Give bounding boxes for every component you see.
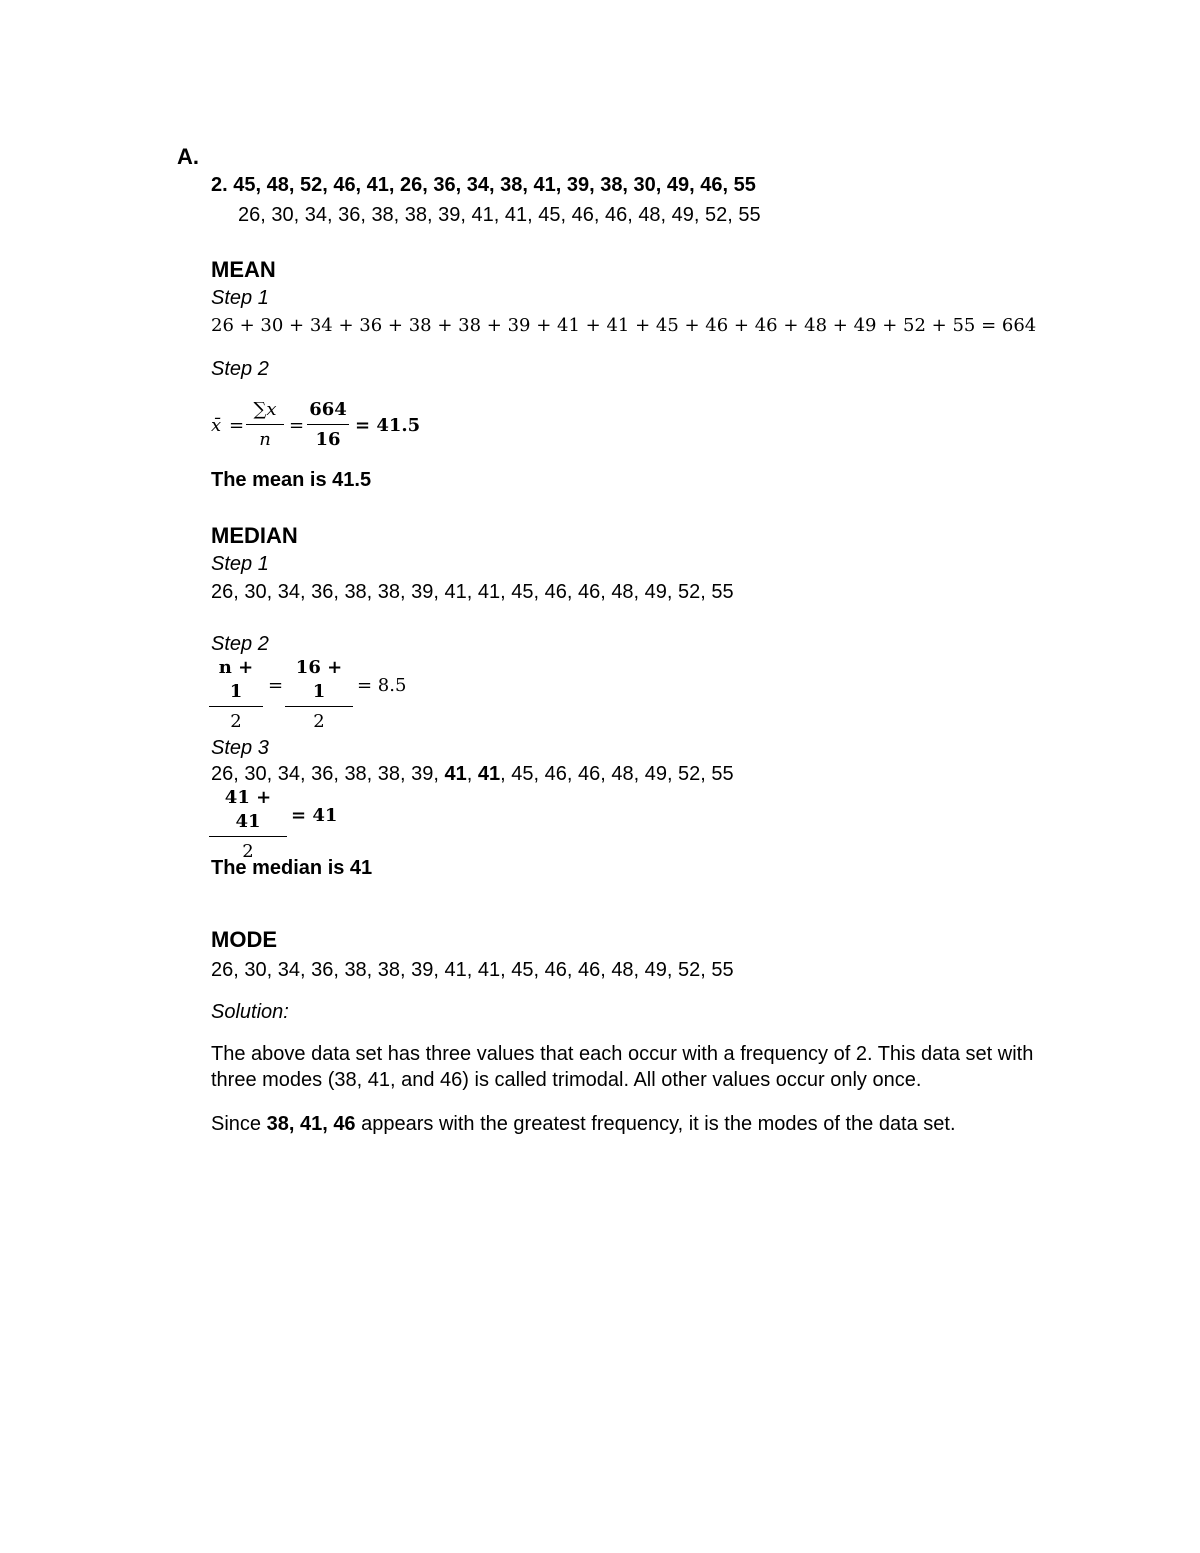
mean-fraction2-denominator: 16 <box>315 429 341 450</box>
median-average-result: = 41 <box>291 805 338 826</box>
mode-conclusion-prefix: Since <box>211 1113 267 1135</box>
mode-conclusion-suffix: appears with the greatest frequency, it is the modes of the data set. <box>355 1113 956 1135</box>
mode-solution-label: Solution: <box>211 1001 289 1023</box>
mean-step2-label: Step 2 <box>211 358 269 380</box>
median-fraction-denominator: 2 <box>230 711 242 732</box>
median-step3-data-before: 26, 30, 34, 36, 38, 38, 39, <box>211 763 445 785</box>
mean-result: = 41.5 <box>355 415 421 436</box>
section-label: A. <box>177 144 199 169</box>
median-step3-label: Step 3 <box>211 737 269 759</box>
mean-fraction-denominator: n <box>259 429 271 450</box>
fraction-bar <box>307 424 349 425</box>
median-step3-data-after: , 45, 46, 46, 48, 49, 52, 55 <box>500 763 734 785</box>
median-step1-data: 26, 30, 34, 36, 38, 38, 39, 41, 41, 45, 46, 46, 48, 49, 52, 55 <box>211 581 734 603</box>
median-average-numerator: 41 + 41 <box>224 787 272 832</box>
mean-heading: MEAN <box>211 257 276 282</box>
mean-fraction-values <box>307 398 349 452</box>
fraction-bar <box>209 836 287 837</box>
median-fraction2-numerator: 16 + 1 <box>295 657 343 702</box>
fraction-bar <box>285 706 353 707</box>
mean-xbar-symbol: x̄ <box>211 415 222 436</box>
mean-step1-label: Step 1 <box>211 287 269 309</box>
median-fraction-position <box>209 656 263 734</box>
mean-fraction2-numerator: 664 <box>309 399 347 420</box>
median-average-denominator: 2 <box>242 841 254 862</box>
mode-heading: MODE <box>211 927 277 952</box>
mean-sum-equation: 26 + 30 + 34 + 36 + 38 + 38 + 39 + 41 + 41 + 45 + 46 + 46 + 48 + 49 + 52 + 55 = 664 <box>211 315 1037 336</box>
median-middle-value-2: 41 <box>477 763 501 785</box>
mean-conclusion: The mean is 41.5 <box>211 469 372 491</box>
fraction-bar <box>209 706 263 707</box>
median-fraction-numerator: n + 1 <box>218 657 254 702</box>
mode-explanation: The above data set has three values that each occur with a frequency of 2. This data set with three modes (38, 41, and 46) is called trimodal. All other values occur only once. <box>211 1043 1034 1091</box>
median-step3-data <box>211 762 734 786</box>
median-step3-separator: , <box>466 763 478 785</box>
median-step2-label: Step 2 <box>211 633 269 655</box>
mean-fraction-sum-over-n <box>246 398 284 452</box>
mode-values: 38, 41, 46 <box>266 1113 356 1135</box>
median-equals-1: = <box>268 675 284 696</box>
median-position-result: = 8.5 <box>357 675 407 696</box>
median-step1-label: Step 1 <box>211 553 269 575</box>
mode-data: 26, 30, 34, 36, 38, 38, 39, 41, 41, 45, 46, 46, 48, 49, 52, 55 <box>211 959 734 981</box>
mode-conclusion <box>211 1112 956 1136</box>
median-fraction2-denominator: 2 <box>313 711 325 732</box>
median-heading: MEDIAN <box>211 523 298 548</box>
mean-equals-1: = <box>229 415 245 436</box>
problem-data-line: 2. 45, 48, 52, 46, 41, 26, 36, 34, 38, 41, 39, 38, 30, 49, 46, 55 <box>211 174 756 196</box>
median-middle-value-1: 41 <box>444 763 467 785</box>
median-average-fraction <box>209 786 287 864</box>
mean-fraction-numerator: ∑x <box>253 399 277 420</box>
problem-sorted-line: 26, 30, 34, 36, 38, 38, 39, 41, 41, 45, 46, 46, 48, 49, 52, 55 <box>238 204 761 226</box>
mean-equals-2: = <box>289 415 305 436</box>
median-conclusion: The median is 41 <box>211 857 373 879</box>
fraction-bar <box>246 424 284 425</box>
median-fraction-values <box>285 656 353 734</box>
